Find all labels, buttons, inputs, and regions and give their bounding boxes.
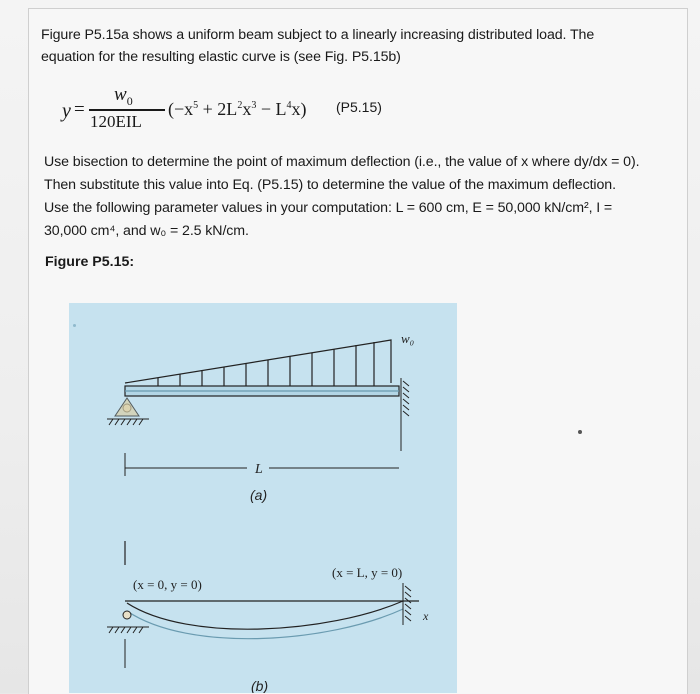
equation-lhs: y — [62, 100, 71, 122]
beam-figure — [69, 303, 457, 693]
fixed-support-b — [403, 583, 411, 625]
page-dot — [578, 430, 582, 434]
task-line-3: Use the following parameter values in your computation: L = 600 cm, E = 50,000 kN/cm², I = — [44, 200, 613, 216]
fixed-support-a — [401, 378, 409, 451]
ground-hatch — [109, 419, 143, 425]
x-axis-label: x — [423, 609, 429, 623]
beam-a — [125, 386, 399, 396]
figure-corner-dot — [73, 324, 76, 327]
task-paragraph — [44, 151, 639, 243]
elastic-curve — [127, 601, 403, 629]
load-triangle-outline — [125, 340, 391, 383]
intro-paragraph — [41, 24, 594, 68]
left-boundary-condition: (x = 0, y = 0) — [133, 577, 202, 592]
figure-label: Figure P5.15: — [45, 254, 135, 270]
fraction-bar — [89, 109, 165, 111]
elastic-curve-lower — [127, 609, 403, 639]
task-line-1: Use bisection to determine the point of maximum deflection (i.e., the value of x where dy/dx = 0). — [44, 154, 640, 170]
load-label: w₀ — [401, 331, 415, 346]
caption-a: (a) — [250, 487, 268, 503]
equation-polynomial: $(-x^5 + 2L^2x^3 - L^4x)$ — [168, 99, 307, 119]
distributed-load — [125, 340, 391, 386]
span-label: L — [255, 462, 263, 477]
equation-denominator: 120EIL — [90, 112, 142, 131]
equation-numerator: $w_0$ — [114, 84, 133, 108]
task-line-2: Then substitute this value into Eq. (P5.15) to determine the value of the maximum deflection. — [44, 177, 616, 193]
right-boundary-condition: (x = L, y = 0) — [332, 565, 403, 580]
equation-equals: = — [74, 99, 85, 120]
equation-number: (P5.15) — [336, 99, 382, 115]
beam-diagram — [69, 303, 457, 693]
intro-line-1: Figure P5.15a shows a uniform beam subject to a linearly increasing distributed load. The — [41, 27, 595, 43]
pin-support-a — [107, 398, 149, 425]
caption-b: (b) — [251, 678, 269, 693]
task-line-4: 30,000 cm⁴, and w₀ = 2.5 kN/cm. — [44, 223, 249, 239]
intro-line-2: equation for the resulting elastic curve is (see Fig. P5.15b) — [41, 49, 401, 65]
elastic-curve-equation — [56, 84, 416, 140]
